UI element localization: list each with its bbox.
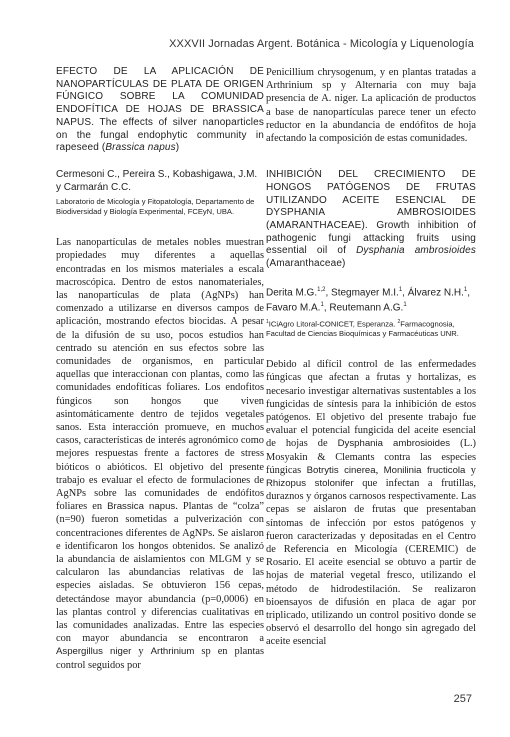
author-stegmayer-sup: 1 xyxy=(398,286,403,293)
abstract1-body-continued xyxy=(266,66,476,145)
affil-b: Farmacognosia, Facultad de Ciencias Bioquímicas y Farmacéuticas UNR. xyxy=(266,319,459,338)
affil-sup-1: 1 xyxy=(266,318,269,325)
species-alternaria: Alternaria xyxy=(354,80,397,92)
abstract1-authors: Cermesoni C., Pereira S., Kobashigawa, J.M. y Carmarán C.C. xyxy=(56,168,258,193)
abstract1-body-g: con muy baja presencia de xyxy=(266,80,476,105)
abstract2-affiliation xyxy=(266,318,476,339)
species-dysphania: Dysphania ambrosioides xyxy=(337,438,451,450)
abstract1-affiliation: Laboratorio de Micología y Fitopatología, Departamento de Biodiversidad y Biología Experimental, FCEyN, UBA. xyxy=(56,196,255,216)
author-alvarez: , Álvarez N.H. xyxy=(402,287,464,299)
abstract1-body xyxy=(56,236,264,672)
abstract2-body-d: y xyxy=(465,464,476,476)
author-derita: Derita M.G. xyxy=(266,287,318,299)
species-a-niger: A. niger xyxy=(321,93,356,105)
abstract1-title-en: The effects of silver nanoparticles on the fungal endophytic community in rapeseed ( xyxy=(56,116,264,154)
abstract1-title xyxy=(56,66,264,155)
species-arthrinium: Arthrinium xyxy=(150,646,195,658)
species-brassica: Brassica napus xyxy=(107,501,176,513)
abstract1-title-caps: EFECTO DE LA APLICACIÓN DE NANOPARTÍCULAS DE PLATA DE ORIGEN FÚNGICO SOBRE LA COMUNIDAD ENDOFÍTICA DE HOJAS DE BRASSICA NAPUS. xyxy=(56,66,264,128)
abstract2-body-a: Debido al difícil control de las enfermedades fúngicas que afectan a frutas y hortalizas, es necesario investigar alternativas sustentables a los fungicidas de síntesis para la inhibición de estos patógenos. El objetivo del presente trabajo fue evaluar el potencial fungicida del aceite esencial de hojas de xyxy=(266,359,476,450)
author-alvarez-sup: 1 xyxy=(463,286,468,293)
author-reutemann: , Reutemann A.G. xyxy=(323,302,404,314)
author-derita-sup: 1,2 xyxy=(317,286,326,293)
abstract1-title-species: Brassica napus xyxy=(105,142,176,154)
abstract2-title-end: (Amaranthaceae) xyxy=(266,258,346,270)
abstract1-title-end: ) xyxy=(175,142,180,154)
affil-a: ICiAgro Litoral-CONICET, Esperanza. xyxy=(268,319,398,329)
species-penicillium: Penicillium chrysogenum xyxy=(266,67,374,78)
right-column xyxy=(266,66,476,649)
page-number: 257 xyxy=(453,693,472,705)
author-favaro: , Favaro M.A. xyxy=(266,287,470,314)
author-reutemann-sup: 1 xyxy=(403,302,407,309)
abstract1-body-d: sp en plantas control seguidos por xyxy=(56,646,264,671)
abstract2-body-e: que infectan a frutillas, duraznos y órganos carnosos respectivamente. Las cepas se aislaron de frutas que presentaban síntomas de infección por estos patógenos y fueron caracterizadas y depositadas en el Centro de Referencia en Micología (CEREMIC) de Rosario. El aceite esencial se obtuvo a partir de hojas de material vegetal fresco, utilizando el método de hidrodestilación. Se realizaron bioensayos de difusión en placa de agar por triplicado, utilizando un control positivo donde se observó el desarrollo del hongo sin agregado del aceite esencial xyxy=(266,478,476,648)
abstract2-body xyxy=(266,358,476,648)
abstract2-title xyxy=(266,169,476,271)
abstract1-body-f: sp y xyxy=(312,80,355,92)
abstract1-body-b: . Plantas de “colza” (n=90) fueron sometidas a pulverización con concentraciones diferentes de AgNPs. Se aislaron e identificaron los hongos obtenidos. Se analizó la abundancia de aislamientos con MLGM y se calcularon las abundancias relativas de las especies aisladas. Se obtuvieron 156 cepas, detectándose mayor abundancia (p=0,0006) en las plantas control y diferencias cualitativas en las comunidades analizadas. Entre las especies con mayor abundancia se encontraron a xyxy=(56,501,264,645)
abstract2-title-en: Growth inhibition of pathogenic fungi attacking fruits using essential oil of xyxy=(266,220,476,257)
abstract1-body-c: y xyxy=(131,646,151,658)
abstract2-title-species: Dysphania ambrosioides xyxy=(356,245,476,257)
species-aspergillus: Aspergillus niger xyxy=(56,646,132,658)
species-arthrinium-2: Arthrinium xyxy=(266,80,313,92)
affil-sup-2: 2 xyxy=(397,318,401,325)
species-rhizopus: Rhizopus stolonifer xyxy=(266,478,354,490)
abstract2-title-caps: INHIBICIÓN DEL CRECIMIENTO DE HONGOS PATÓGENOS DE FRUTAS UTILIZANDO ACEITE ESENCIAL DE DYSPHANIA AMBROSIOIDES (AMARANTHACEAE). xyxy=(266,169,476,232)
abstract2-body-c: , xyxy=(375,464,384,476)
abstract1-body-a: Las nanopartículas de metales nobles muestran propiedades muy diferentes a aquellas encontradas en los mismos materiales a escala macroscópica. Dentro de estos nanomateriales, las nanopartículas de plata (AgNPs) han comenzado a utilizarse en diversos campos de aplicación, mostrando efectos biocidas. A pesar de la difusión de su uso, pocos estudios han centrado su atención en sus efectos sobre las comunidades de organismos, en particular aquellas que interaccionan con plantas, como las comunidades endofíticas foliares. Los endofitos fúngicos son hongos que viven asintomáticamente dentro de tejidos vegetales sanos. Esta interacción promueve, en muchos casos, características de interés agronómico como mejores respuestas frente a factores de stress bióticos o abióticos. El objetivo del presente trabajo es evaluar el efecto de formulaciones de AgNPs sobre las comunidades de endófitos foliares en xyxy=(56,237,264,513)
species-botrytis: Botrytis cinerea xyxy=(306,464,376,476)
abstract2-authors xyxy=(266,284,476,315)
author-favaro-sup: 1 xyxy=(320,302,324,309)
species-monilinia: Monilinia fructicola xyxy=(383,464,466,476)
abstract2-body-b: (L.) Mosyakin & Clemants contra las especies fúngicas xyxy=(266,438,476,476)
running-header: XXXVII Jornadas Argent. Botánica - Micología y Liquenología xyxy=(169,38,474,50)
abstract1-body-h: . La aplicación de productos a base de nanopartículas parece tener un efecto reductor en la abundancia de endófitos de hoja afectando la composición de estas comunidades. xyxy=(266,93,476,145)
left-column xyxy=(56,66,264,672)
author-stegmayer: , Stegmayer M.I. xyxy=(325,287,399,299)
abstract1-body-e: , y en plantas tratadas a xyxy=(373,67,476,78)
